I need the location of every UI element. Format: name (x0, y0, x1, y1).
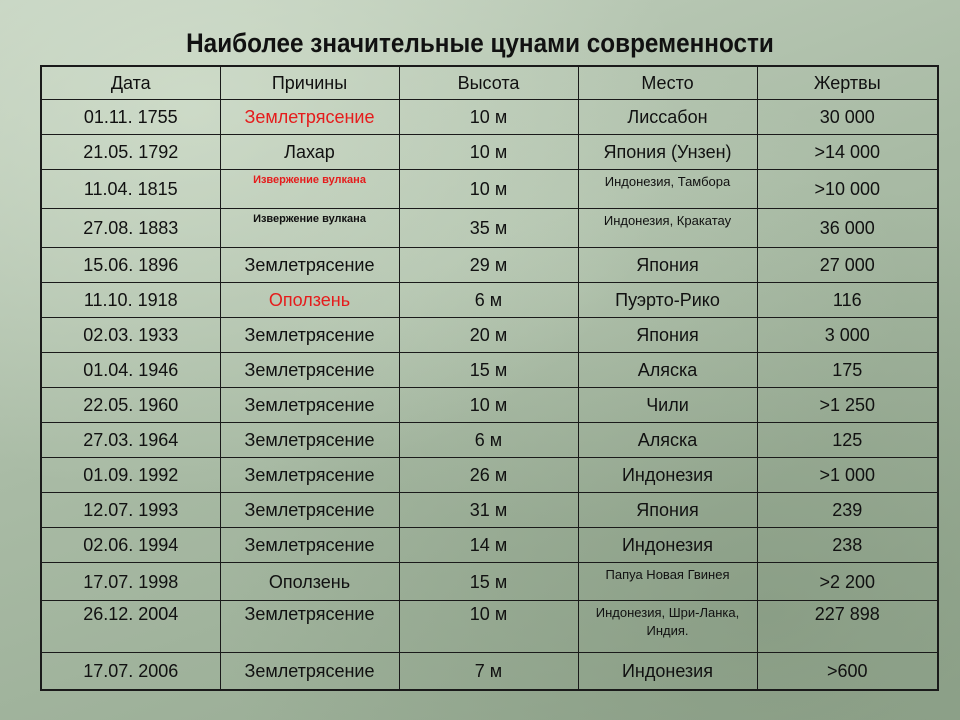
cell-date: 01.09. 1992 (41, 458, 220, 493)
cell-cause: Землетрясение (220, 528, 399, 563)
cell-place: Япония (578, 493, 757, 528)
cell-date: 27.03. 1964 (41, 423, 220, 458)
table-row (41, 318, 938, 353)
cell-height: 10 м (399, 388, 578, 423)
cell-height: 10 м (399, 135, 578, 170)
cell-victims: 238 (757, 528, 938, 563)
cell-place: Япония (Унзен) (578, 135, 757, 170)
cell-date: 11.10. 1918 (41, 283, 220, 318)
cell-cause: Оползень (220, 283, 399, 318)
table-row (41, 601, 938, 653)
table-row (41, 170, 938, 209)
cell-victims: >1 250 (757, 388, 938, 423)
header-place: Место (578, 66, 757, 100)
cell-date: 17.07. 2006 (41, 653, 220, 691)
cell-height: 10 м (399, 100, 578, 135)
cell-place: Папуа Новая Гвинея (578, 563, 757, 601)
cell-height: 31 м (399, 493, 578, 528)
cell-victims: >1 000 (757, 458, 938, 493)
cell-victims: 239 (757, 493, 938, 528)
cell-date: 12.07. 1993 (41, 493, 220, 528)
cell-place: Индонезия, Шри-Ланка, Индия. (578, 601, 757, 653)
cell-place: Япония (578, 248, 757, 283)
header-date: Дата (41, 66, 220, 100)
cell-cause: Землетрясение (220, 353, 399, 388)
header-victims: Жертвы (757, 66, 938, 100)
cell-place: Пуэрто-Рико (578, 283, 757, 318)
cell-date: 27.08. 1883 (41, 209, 220, 248)
cell-date: 22.05. 1960 (41, 388, 220, 423)
cell-cause: Землетрясение (220, 388, 399, 423)
cell-cause: Землетрясение (220, 100, 399, 135)
cell-height: 15 м (399, 353, 578, 388)
cell-date: 15.06. 1896 (41, 248, 220, 283)
cell-height: 26 м (399, 458, 578, 493)
cell-cause: Землетрясение (220, 248, 399, 283)
cell-cause: Извержение вулкана (220, 209, 399, 248)
cell-place: Индонезия (578, 653, 757, 691)
cell-date: 02.03. 1933 (41, 318, 220, 353)
cell-place: Аляска (578, 423, 757, 458)
cell-height: 10 м (399, 170, 578, 209)
cell-date: 26.12. 2004 (41, 601, 220, 653)
cell-cause: Землетрясение (220, 653, 399, 691)
table-row (41, 135, 938, 170)
cell-cause: Оползень (220, 563, 399, 601)
page-title: Наиболее значительные цунами современности (186, 28, 774, 58)
cell-victims: 30 000 (757, 100, 938, 135)
cell-place: Индонезия (578, 458, 757, 493)
table-row (41, 248, 938, 283)
cell-cause: Землетрясение (220, 493, 399, 528)
cell-place: Япония (578, 318, 757, 353)
table-row (41, 353, 938, 388)
cell-height: 29 м (399, 248, 578, 283)
cell-cause: Лахар (220, 135, 399, 170)
cell-height: 35 м (399, 209, 578, 248)
table-row (41, 388, 938, 423)
cell-date: 11.04. 1815 (41, 170, 220, 209)
cell-place: Чили (578, 388, 757, 423)
cell-place: Индонезия, Кракатау (578, 209, 757, 248)
cell-height: 20 м (399, 318, 578, 353)
cell-victims: >10 000 (757, 170, 938, 209)
cell-victims: 27 000 (757, 248, 938, 283)
table-row (41, 209, 938, 248)
cell-place: Аляска (578, 353, 757, 388)
cell-victims: 36 000 (757, 209, 938, 248)
cell-victims: >2 200 (757, 563, 938, 601)
header-cause: Причины (220, 66, 399, 100)
cell-victims: 3 000 (757, 318, 938, 353)
table-row (41, 458, 938, 493)
cell-cause: Землетрясение (220, 601, 399, 653)
table-row (41, 563, 938, 601)
cell-place: Индонезия (578, 528, 757, 563)
cell-victims: 175 (757, 353, 938, 388)
table-row (41, 100, 938, 135)
cell-height: 6 м (399, 283, 578, 318)
cell-height: 6 м (399, 423, 578, 458)
cell-victims: >600 (757, 653, 938, 691)
table-row (41, 423, 938, 458)
cell-cause: Землетрясение (220, 458, 399, 493)
cell-height: 10 м (399, 601, 578, 653)
cell-date: 17.07. 1998 (41, 563, 220, 601)
cell-height: 14 м (399, 528, 578, 563)
cell-victims: 125 (757, 423, 938, 458)
cell-date: 02.06. 1994 (41, 528, 220, 563)
cell-victims: >14 000 (757, 135, 938, 170)
table-row (41, 528, 938, 563)
table-row (41, 653, 938, 691)
cell-place: Лиссабон (578, 100, 757, 135)
cell-cause: Землетрясение (220, 318, 399, 353)
cell-place: Индонезия, Тамбора (578, 170, 757, 209)
cell-cause: Землетрясение (220, 423, 399, 458)
cell-height: 15 м (399, 563, 578, 601)
cell-height: 7 м (399, 653, 578, 691)
cell-date: 01.11. 1755 (41, 100, 220, 135)
cell-victims: 116 (757, 283, 938, 318)
header-height: Высота (399, 66, 578, 100)
table-row (41, 493, 938, 528)
cell-victims: 227 898 (757, 601, 938, 653)
tsunami-table (40, 65, 939, 691)
table-row (41, 283, 938, 318)
cell-date: 01.04. 1946 (41, 353, 220, 388)
cell-date: 21.05. 1792 (41, 135, 220, 170)
cell-cause: Извержение вулкана (220, 170, 399, 209)
table-header-row (41, 66, 938, 100)
